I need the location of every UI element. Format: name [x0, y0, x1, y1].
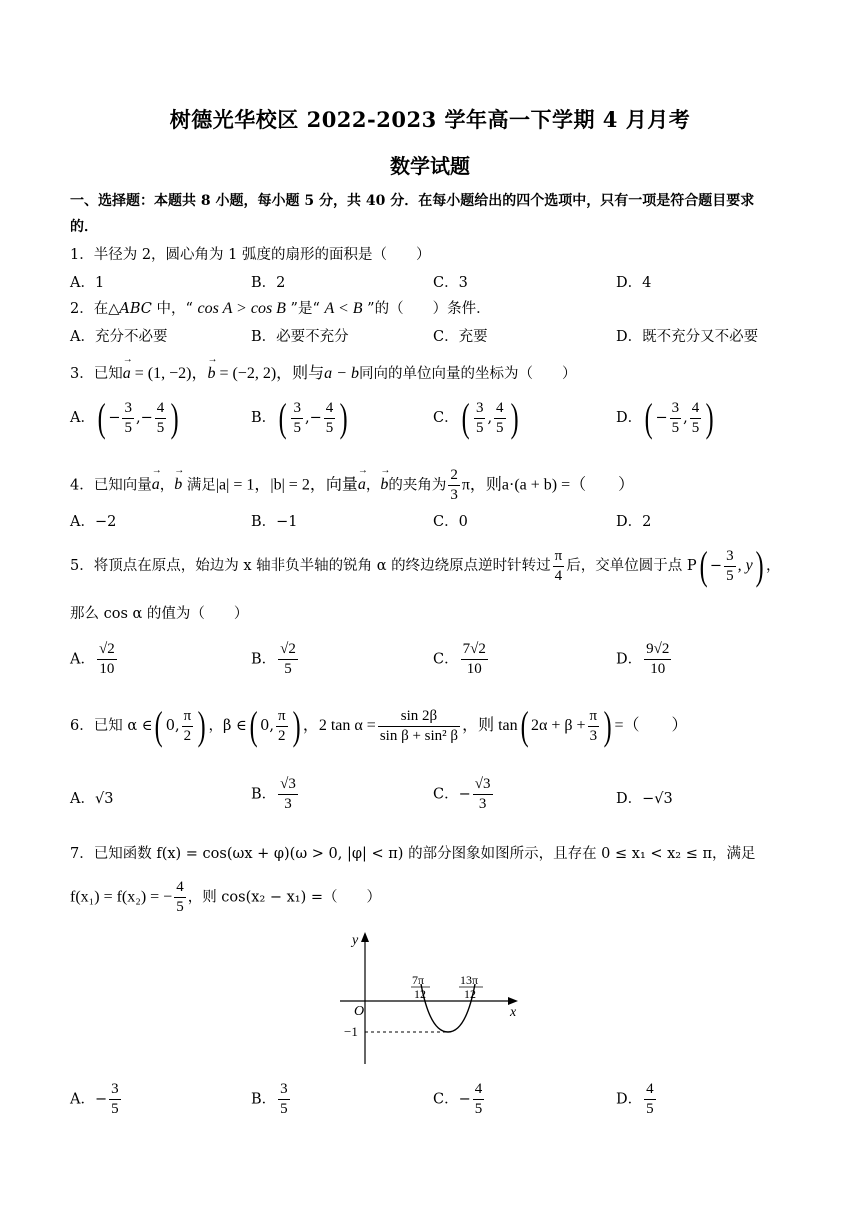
- q6-text: 2α + β +: [530, 717, 586, 734]
- q4-vector-a: → a: [152, 476, 160, 494]
- q6-num: π: [182, 707, 194, 727]
- q6-sign: −: [458, 786, 471, 803]
- q3-num: 3: [291, 399, 303, 419]
- q4-text: ，: [159, 477, 175, 494]
- q3-option-c: C．( $\frac{3}{5}$ , $\frac{4}{5}$ ): [433, 395, 519, 440]
- q3-den: 5: [475, 419, 484, 436]
- q3-frac: [324, 399, 336, 438]
- q6-num: √3: [278, 775, 298, 795]
- tick-13pi-12-num: 13π: [460, 973, 479, 987]
- q3-num: 4: [494, 399, 506, 419]
- q3-sign: −: [108, 410, 121, 426]
- q5-point-frac: [724, 547, 736, 586]
- q3-sign: −: [309, 410, 322, 426]
- q4-den: 3: [450, 486, 458, 503]
- question-5-line2: 那么 cos α 的值为（ ）: [70, 606, 249, 622]
- q5-option-b: [251, 640, 300, 679]
- q4-norm-a: |a| = 1，: [215, 476, 271, 494]
- q3-num: 3: [474, 399, 486, 419]
- q5-frac: [461, 640, 488, 679]
- q7-option-letter: D．: [616, 1091, 643, 1108]
- x-axis-arrow: [508, 997, 518, 1005]
- function-graph-figure: [330, 928, 530, 1068]
- q6-text: ，β ∈: [208, 718, 247, 734]
- q3-frac: [474, 399, 486, 438]
- q2-option-c: C．充要: [433, 329, 488, 345]
- q5-den: 10: [99, 660, 115, 677]
- q3-sign: −: [655, 410, 668, 426]
- q6-den: 2: [183, 727, 192, 744]
- q5-num: 7√2: [461, 640, 488, 660]
- q6-option-letter: C．: [433, 786, 459, 803]
- q6-text: ，则 tan: [462, 717, 518, 734]
- q4-option-d: D．2: [616, 514, 652, 530]
- q4-text: 的夹角为: [388, 477, 447, 494]
- q3-vector-a: → a: [123, 365, 131, 383]
- q7-num: 4: [644, 1080, 656, 1100]
- q6-den: 3: [589, 727, 598, 744]
- q5-den: 4: [554, 567, 563, 584]
- q6-den: 2: [277, 727, 286, 744]
- q4-angle-frac: [448, 466, 460, 505]
- question-6-stem: 6．已知 α ∈( 0, $\frac{\pi}{2}$ ) ，β ∈( 0, $\frac{\pi}{2}$ ) ，2 tan α = $\frac{\sin 2\beta}{\text{sin β + sin² β}}$ ，则 tan( 2α + β + $\frac{\pi}{3}$ ) =（ ）: [70, 703, 688, 748]
- q3-option-letter: D．: [616, 410, 643, 426]
- q7-den: 5: [474, 1100, 483, 1117]
- q5-num: √2: [97, 640, 117, 660]
- question-2-stem: [70, 297, 491, 318]
- y-axis-arrow: [361, 932, 369, 942]
- q6-frac: [276, 707, 288, 746]
- q3-num: 4: [324, 399, 336, 419]
- q3-frac: [291, 399, 303, 438]
- q2-text: ”的（ ）条件．: [362, 301, 491, 317]
- q3-difference: a − b: [324, 365, 359, 382]
- q3-den: 5: [691, 419, 700, 436]
- q6-num: √3: [473, 775, 493, 795]
- question-7-stem: 7．已知函数 f(x) = cos(ωx + φ)(ω > 0, |φ| < π) 的部分图象如图所示，且存在 0 ≤ x₁ < x₂ ≤ π，满足: [70, 846, 756, 862]
- q3-text: = (−2, 2)，则与: [215, 365, 325, 382]
- q5-den: 5: [726, 567, 734, 584]
- q7-text: f(x₁) = f(x₂) = −: [70, 888, 173, 906]
- page-title: 树德光华校区 2022-2023 学年高一下学期 4 月月考: [169, 107, 691, 132]
- q7-num: 4: [473, 1080, 485, 1100]
- question-5-stem: 5．将顶点在原点，始边为 x 轴非负半轴的锐角 α 的终边绕原点逆时针转过 $\frac{\pi}{4}$ 后，交单位圆于点 P( − $\frac{3}{5}$ , y) ，: [70, 543, 781, 588]
- q3-vector-b: → b: [207, 365, 215, 383]
- question-3-stem: [70, 360, 576, 383]
- q7-den: 5: [176, 898, 184, 915]
- q3-num: 4: [155, 399, 167, 419]
- q3-frac: [122, 399, 134, 438]
- q4-option-b: B．−1: [251, 514, 298, 530]
- q6-frac: [278, 775, 298, 814]
- q6-den: 3: [478, 795, 487, 812]
- q6-den: 3: [284, 795, 292, 812]
- q7-num: 3: [109, 1080, 121, 1100]
- neg-one-label: −1: [344, 1024, 358, 1039]
- section-heading-line1: 一、选择题：本题共 8 小题，每小题 5 分，共 40 分．在每小题给出的四个选项中，只有一项是符合题目要求: [70, 193, 755, 209]
- q2-triangle: ABC: [119, 301, 152, 317]
- q3-text: 同向的单位向量的坐标为（ ）: [358, 366, 577, 382]
- q7-num: 4: [174, 878, 186, 898]
- q6-text: ，2 tan α =: [302, 717, 376, 734]
- q7-frac: [174, 878, 186, 917]
- q3-text: 3．已知: [70, 366, 123, 382]
- q7-option-a: [70, 1080, 123, 1119]
- q5-option-a: [70, 640, 119, 679]
- q5-option-d: [616, 640, 673, 679]
- q6-option-letter: B．: [251, 786, 277, 803]
- q4-expression: a·(a + b) =（ ）: [501, 476, 635, 494]
- q5-option-letter: C．: [433, 651, 459, 668]
- q1-option-b: B．2: [251, 275, 286, 291]
- q6-option-a: A．√3: [70, 791, 114, 807]
- q5-den: 10: [466, 660, 482, 677]
- q3-den: 5: [293, 419, 301, 436]
- q7-den: 5: [111, 1100, 119, 1117]
- q5-text: 5．将顶点在原点，始边为 x 轴非负半轴的锐角 α 的终边绕原点逆时针转过: [70, 558, 551, 574]
- question-4-stem: [70, 466, 634, 505]
- q6-option-d: D．−√3: [616, 791, 673, 807]
- question-1-stem: 1．半径为 2，圆心角为 1 弧度的扇形的面积是（ ）: [70, 247, 431, 263]
- page-subtitle: 数学试题: [390, 154, 470, 178]
- q5-point-y: , y: [737, 557, 753, 574]
- q1-option-d: D．4: [616, 275, 652, 291]
- q7-den: 5: [280, 1100, 288, 1117]
- q1-option-c: C．3: [433, 275, 468, 291]
- q7-text: ，则 cos(x₂ − x₁) =（ ）: [187, 889, 382, 906]
- q5-rotation-frac: [553, 547, 565, 586]
- q6-num: sin 2β: [378, 707, 460, 727]
- q6-frac: [588, 707, 600, 746]
- q3-num: 4: [690, 399, 702, 419]
- q5-num: π: [553, 547, 565, 567]
- q3-sign: −: [140, 410, 153, 426]
- q5-frac: [97, 640, 117, 679]
- q7-option-c: [433, 1080, 486, 1119]
- tick-13pi-12-den: 12: [464, 987, 476, 1001]
- q5-option-c: [433, 640, 490, 679]
- q4-vector-b: → b: [174, 476, 182, 494]
- q4-text: π，则: [461, 476, 502, 494]
- q2-text: 中，“: [151, 301, 198, 317]
- q1-option-a: A．1: [70, 275, 105, 291]
- q3-num: 3: [122, 399, 134, 419]
- q7-frac: [473, 1080, 485, 1119]
- q4-option-c: C．0: [433, 514, 468, 530]
- y-axis-label: y: [352, 933, 359, 948]
- q6-frac: [182, 707, 194, 746]
- q5-text: 后，交单位圆于点 P: [566, 558, 697, 574]
- q5-num: 9√2: [644, 640, 671, 660]
- q3-den: 5: [496, 419, 504, 436]
- q4-norm-b: |b| = 2，向量: [270, 476, 358, 494]
- q2-text: 2．在△: [70, 301, 120, 317]
- q4-text: 满足: [182, 477, 216, 494]
- q6-den: sin β + sin² β: [379, 727, 459, 744]
- q7-option-letter: A．: [70, 1091, 95, 1108]
- q2-condition-1: cos A > cos B: [197, 300, 286, 317]
- q3-den: 5: [156, 419, 165, 436]
- q3-option-b: B．( $\frac{3}{5}$ ,− $\frac{4}{5}$ ): [251, 395, 348, 440]
- q7-num: 3: [278, 1080, 290, 1100]
- q7-frac: [109, 1080, 121, 1119]
- q6-main-frac: [378, 707, 460, 746]
- q6-frac: [473, 775, 493, 814]
- q2-option-b: B．必要不充分: [251, 329, 349, 345]
- q7-sign: −: [94, 1091, 108, 1108]
- q5-option-letter: A．: [70, 651, 95, 668]
- q7-option-b: [251, 1080, 292, 1119]
- x-axis-label: x: [510, 1005, 517, 1020]
- q7-sign: −: [458, 1091, 471, 1108]
- q6-num: π: [588, 707, 600, 727]
- q7-option-letter: B．: [251, 1091, 277, 1108]
- tick-7pi-12-num: 7π: [412, 973, 425, 987]
- q3-option-letter: C．: [433, 410, 459, 426]
- q5-frac: [644, 640, 671, 679]
- q6-option-c: [433, 775, 495, 814]
- q6-text: =（ ）: [614, 717, 688, 734]
- q2-text: ”是“: [285, 301, 325, 317]
- q5-frac: [278, 640, 298, 679]
- q3-option-letter: A．: [70, 410, 95, 426]
- q7-option-d: [616, 1080, 658, 1119]
- q4-text: 4．已知向量: [70, 477, 152, 494]
- q5-num: 3: [724, 547, 736, 567]
- q5-den: 10: [650, 660, 666, 677]
- q2-option-d: D．既不充分又不必要: [616, 329, 759, 345]
- q3-frac: [690, 399, 702, 438]
- q3-num: 3: [670, 399, 682, 419]
- origin-label: O: [354, 1004, 365, 1019]
- q7-frac: [644, 1080, 656, 1119]
- q2-condition-2: A < B: [324, 300, 363, 317]
- tick-7pi-12-den: 12: [414, 987, 426, 1001]
- q3-frac: [670, 399, 682, 438]
- q4-text: ，: [365, 477, 381, 494]
- q3-option-a: A．( − $\frac{3}{5}$ ,− $\frac{4}{5}$ ): [70, 395, 179, 440]
- q7-frac: [278, 1080, 290, 1119]
- q4-num: 2: [448, 466, 460, 486]
- section-heading-line2: 的．: [70, 219, 98, 235]
- question-7-line2: [70, 878, 381, 917]
- q2-option-a: A．充分不必要: [70, 329, 168, 345]
- q3-text: = (1, −2)，: [130, 365, 208, 382]
- q6-text: 6．已知 α ∈: [70, 718, 153, 734]
- q4-vector-a: → a: [358, 476, 366, 494]
- q5-option-letter: D．: [616, 651, 643, 668]
- q6-num: π: [276, 707, 288, 727]
- q5-num: √2: [278, 640, 298, 660]
- q3-frac: [155, 399, 167, 438]
- q3-den: 5: [325, 419, 334, 436]
- q7-option-letter: C．: [433, 1091, 459, 1108]
- q3-option-letter: B．: [251, 410, 277, 426]
- q3-frac: [494, 399, 506, 438]
- q4-option-a: A．−2: [70, 514, 117, 530]
- q7-den: 5: [646, 1100, 654, 1117]
- q3-den: 5: [124, 419, 132, 436]
- q5-option-letter: B．: [251, 651, 277, 668]
- q4-vector-b: → b: [380, 476, 388, 494]
- q6-option-b: [251, 775, 300, 814]
- q3-den: 5: [671, 419, 680, 436]
- q5-den: 5: [284, 660, 292, 677]
- q3-option-d: D．( − $\frac{3}{5}$ , $\frac{4}{5}$ ): [616, 395, 714, 440]
